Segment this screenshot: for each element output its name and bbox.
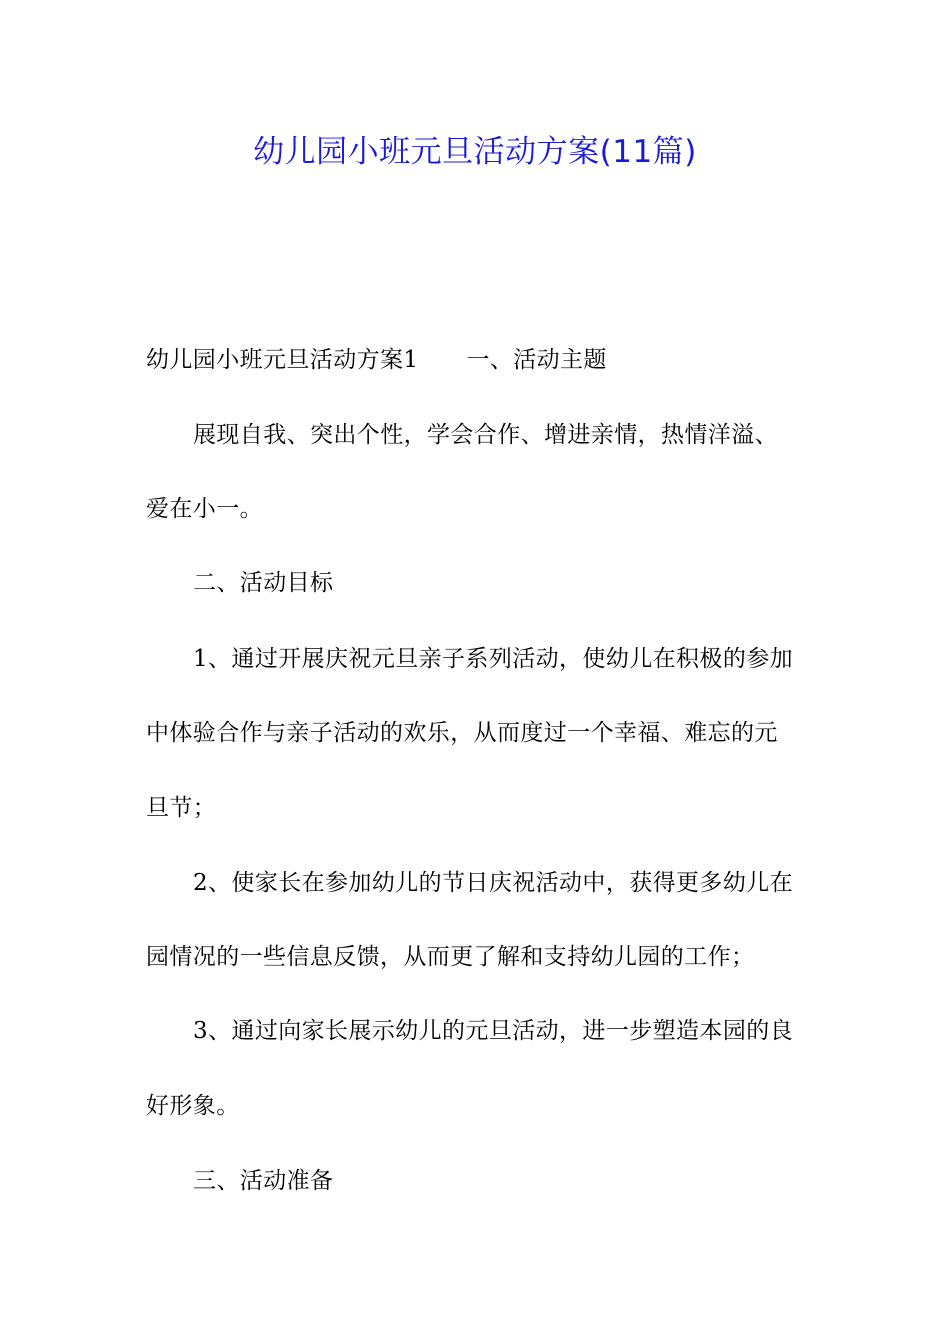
goal-1-line-2: 中体验合作与亲子活动的欢乐，从而度过一个幸福、难忘的元	[146, 720, 778, 746]
heading-activity-goals: 二、活动目标	[193, 570, 334, 596]
section-heading-line	[146, 345, 607, 375]
goal-3-line-1: 3、通过向家长展示幼儿的元旦活动，进一步塑造本园的良	[193, 1018, 794, 1044]
paragraph-theme-line-1: 展现自我、突出个性，学会合作、增进亲情，热情洋溢、	[193, 422, 778, 448]
goal-1-line-3: 旦节；	[146, 795, 217, 821]
heading-activity-preparation: 三、活动准备	[193, 1168, 334, 1194]
paragraph-theme-line-2: 爱在小一。	[146, 496, 263, 522]
goal-2-line-2: 园情况的一些信息反馈，从而更了解和支持幼儿园的工作；	[146, 944, 755, 970]
goal-3-line-2: 好形象。	[146, 1093, 240, 1119]
heading-activity-theme: 一、活动主题	[466, 347, 607, 373]
goal-2-line-1: 2、使家长在参加幼儿的节日庆祝活动中，获得更多幼儿在	[193, 870, 794, 896]
section-title: 幼儿园小班元旦活动方案1	[146, 347, 419, 373]
document-title: 幼儿园小班元旦活动方案(11篇)	[253, 134, 697, 170]
goal-1-line-1: 1、通过开展庆祝元旦亲子系列活动，使幼儿在积极的参加	[193, 646, 794, 672]
